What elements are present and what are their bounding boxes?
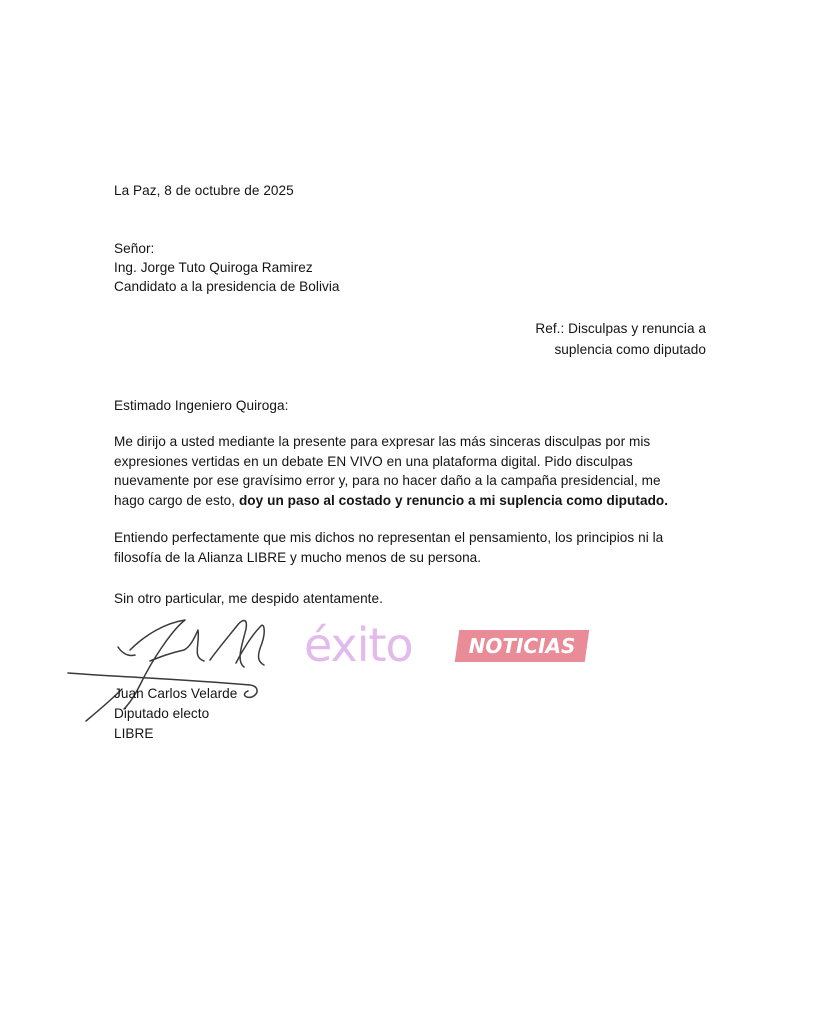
watermark-logo <box>304 617 594 677</box>
signature-block <box>114 684 237 744</box>
signer-title: Diputado electo <box>114 706 210 721</box>
paragraph-line: Entiendo perfectamente que mis dichos no representan el pensamiento, los principios ni la <box>114 530 664 545</box>
paragraph-line <box>114 491 668 511</box>
paragraph-line: Me dirijo a usted mediante la presente para expresar las más sinceras disculpas por mis <box>114 434 651 449</box>
paragraph-text: hago cargo de esto, <box>114 492 239 508</box>
closing-line: Sin otro particular, me despido atentamente. <box>114 591 383 606</box>
body-paragraph-1 <box>114 432 668 510</box>
paragraph-line: expresiones vertidas en un debate EN VIVO en una plataforma digital. Pido disculpas <box>114 453 633 469</box>
addressee-name: Ing. Jorge Tuto Quiroga Ramirez <box>114 260 313 275</box>
reference-line: Ref.: Disculpas y renuncia a <box>535 321 706 336</box>
resignation-statement: doy un paso al costado y renuncio a mi suplencia como diputado. <box>238 492 669 508</box>
watermark-badge <box>455 630 589 662</box>
addressee-block <box>114 239 340 296</box>
paragraph-line: nuevamente por ese gravísimo error y, para no hacer daño a la campaña presidencial, me <box>114 473 661 488</box>
watermark-badge-text: NOTICIAS <box>468 634 576 658</box>
paragraph-line: filosofía de la Alianza LIBRE y mucho menos de su persona. <box>114 549 482 565</box>
reference-line: suplencia como diputado <box>554 342 706 357</box>
greeting: Estimado Ingeniero Quiroga: <box>114 398 289 413</box>
signer-party: LIBRE <box>114 726 154 741</box>
addressee-salutation: Señor: <box>114 241 155 256</box>
signer-name: Juan Carlos Velarde <box>114 686 238 701</box>
reference-block <box>535 318 706 360</box>
addressee-title: Candidato a la presidencia de Bolivia <box>114 279 340 294</box>
body-paragraph-2 <box>114 528 663 567</box>
watermark-brand: éxito <box>304 618 413 672</box>
letter-date: La Paz, 8 de octubre de 2025 <box>114 183 294 198</box>
